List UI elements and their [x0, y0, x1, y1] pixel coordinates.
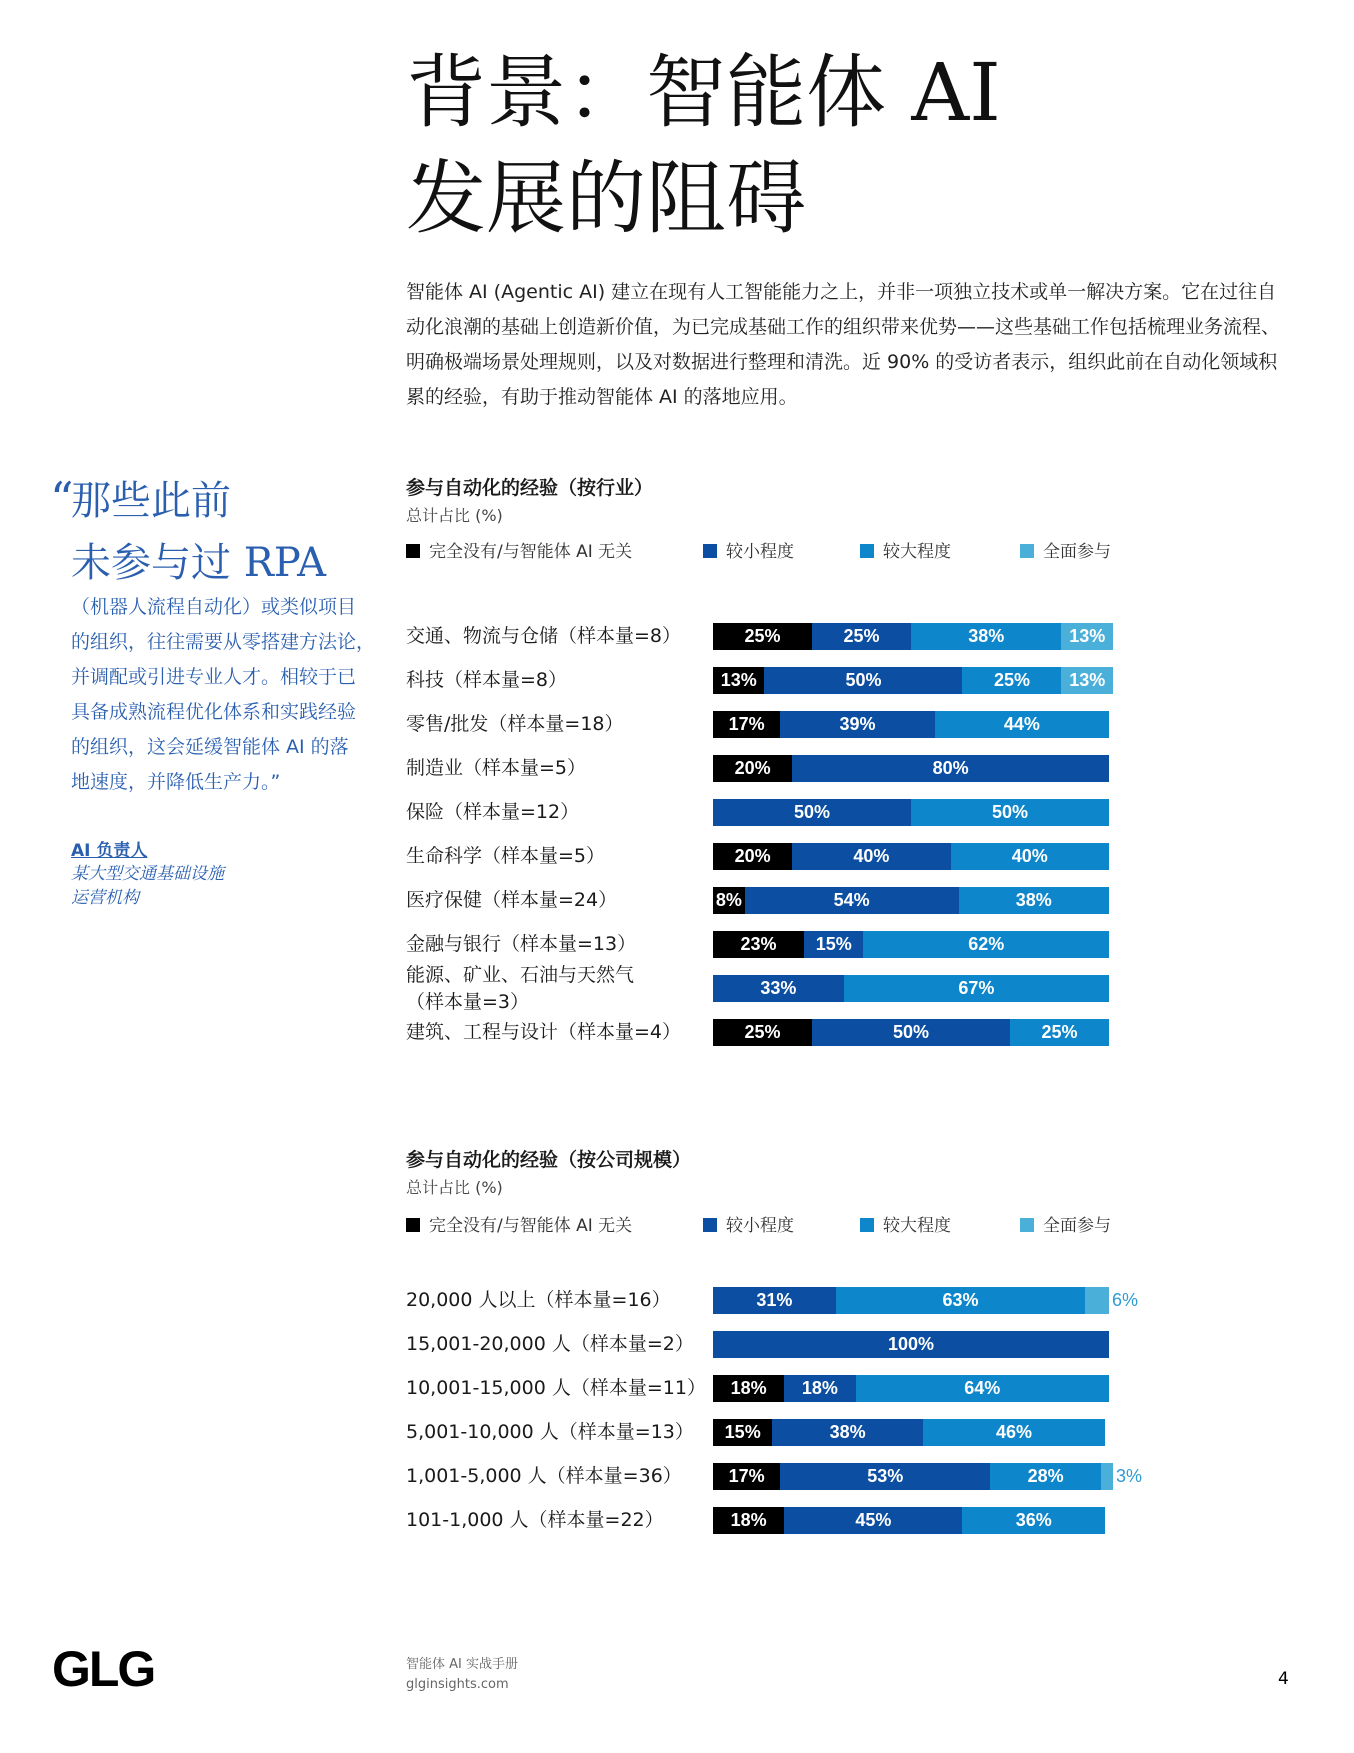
bar-segment: [1061, 623, 1112, 650]
stacked-bar: [713, 755, 1109, 782]
stacked-bar: [713, 1287, 1139, 1314]
bar-segment: [990, 1463, 1101, 1490]
stacked-bar: [713, 711, 1109, 738]
legend-swatch: [1020, 1218, 1034, 1232]
chart-row: [406, 1375, 1206, 1419]
chart-row: [406, 1507, 1206, 1551]
bar-data-label: 46%: [995, 1422, 1032, 1442]
bar-segment: [911, 799, 1109, 826]
stacked-bar: [713, 623, 1109, 650]
chart-size-title: 参与自动化的经验（按公司规模）: [406, 1149, 692, 1171]
chart-row: [406, 964, 1206, 1019]
bar-data-label: 39%: [839, 714, 876, 734]
pull-quote-body-line: （机器人流程自动化）或类似项目: [71, 596, 357, 618]
stacked-bar: [713, 799, 1109, 826]
bar-segment: [804, 931, 863, 958]
page-title-line-2: 发展的阻碍: [406, 152, 806, 245]
stacked-bar: [713, 887, 1109, 914]
stacked-bar: [713, 1419, 1109, 1446]
chart-row-label: 交通、物流与仓储（样本量=8）: [406, 625, 682, 647]
bar-segment: [792, 755, 1109, 782]
bar-segment: [713, 1375, 784, 1402]
bar-data-label: 63%: [942, 1290, 979, 1310]
bar-segment: [784, 1507, 962, 1534]
footer-site[interactable]: glginsights.com: [406, 1677, 509, 1692]
bar-data-label: 17%: [728, 1466, 765, 1486]
bar-data-label: 33%: [760, 978, 797, 998]
bar-data-label: 25%: [843, 626, 880, 646]
legend-item: [1020, 1211, 1111, 1236]
bar-segment: [935, 711, 1109, 738]
bar-segment: [812, 623, 911, 650]
bar-data-label: 18%: [730, 1510, 767, 1530]
legend-item: [406, 1211, 632, 1236]
bar-segment: [812, 1019, 1010, 1046]
bar-data-label: 53%: [867, 1466, 904, 1486]
chart-row-label: 5,001-10,000 人（样本量=13）: [406, 1421, 694, 1443]
bar-segment: [780, 711, 934, 738]
bar-segment: [780, 1463, 990, 1490]
page-title-line-1: 背景：智能体 AI: [406, 46, 1001, 139]
legend-swatch: [703, 544, 717, 558]
bar-data-label-outside: 6%: [1112, 1290, 1139, 1310]
bar-data-label: 54%: [833, 890, 870, 910]
stacked-bar: [713, 1463, 1142, 1490]
chart-row-label: 能源、矿业、石油与天然气 （样本量=3）: [406, 964, 635, 1013]
bar-data-label: 100%: [887, 1334, 935, 1354]
chart-industry-title: 参与自动化的经验（按行业）: [406, 477, 654, 499]
chart-row: [406, 799, 1206, 843]
page-number: 4: [1278, 1669, 1289, 1689]
legend-swatch: [406, 544, 420, 558]
pull-quote-body-line: 的组织，这会延缓智能体 AI 的落: [71, 736, 349, 758]
bar-segment: [745, 887, 959, 914]
pull-quote-body: [71, 590, 376, 800]
stacked-bar: [713, 975, 1109, 1002]
quote-mark: “: [50, 472, 74, 526]
bar-segment: [792, 843, 950, 870]
bar-data-label: 64%: [964, 1378, 1001, 1398]
legend-item: [1020, 537, 1111, 562]
chart-row-label: 建筑、工程与设计（样本量=4）: [406, 1021, 682, 1043]
legend-label: 较小程度: [726, 1216, 794, 1236]
stacked-bar: [713, 1331, 1109, 1358]
bar-data-label: 20%: [734, 758, 771, 778]
chart-row: [406, 1287, 1206, 1331]
legend-label: 较小程度: [726, 542, 794, 562]
glg-logo: GLG: [52, 1641, 155, 1697]
chart-row-label: 零售/批发（样本量=18）: [406, 713, 624, 735]
bar-data-label: 38%: [968, 626, 1005, 646]
bar-segment: [713, 799, 911, 826]
intro-paragraph: 智能体 AI (Agentic AI) 建立在现有人工智能能力之上，并非一项独立技术或单一解决方案。它在过往自动化浪潮的基础上创造新价值，为已完成基础工作的组织带来优势——这些基础工作包括梳理业务流程、明确极端场景处理规则，以及对数据进行整理和清洗。近 90% 的受访者表示，组织此前在自动化领域积累的经验，有助于推动智能体 AI 的落地应用。: [406, 281, 1281, 408]
chart-company-size: [406, 1287, 1206, 1577]
bar-segment: [962, 1507, 1105, 1534]
bar-data-label: 8%: [715, 890, 742, 910]
bar-data-label: 38%: [1015, 890, 1052, 910]
bar-data-label: 45%: [855, 1510, 892, 1530]
bar-segment: [1085, 1287, 1109, 1314]
bar-segment: [713, 843, 792, 870]
stacked-bar: [713, 1375, 1109, 1402]
footer-doc-title: 智能体 AI 实战手册: [406, 1657, 518, 1672]
chart-row-label: 生命科学（样本量=5）: [406, 845, 606, 867]
legend-swatch: [860, 1218, 874, 1232]
bar-segment: [1101, 1463, 1113, 1490]
legend-item: [860, 1211, 951, 1236]
chart-row-label: 制造业（样本量=5）: [406, 757, 587, 779]
chart-industry-subtitle: 总计占比 (%): [406, 506, 503, 525]
bar-data-label: 50%: [892, 1022, 930, 1042]
legend-item: [860, 537, 951, 562]
bar-segment: [863, 931, 1109, 958]
bar-segment: [713, 623, 812, 650]
chart-row-label: 20,000 人以上（样本量=16）: [406, 1289, 671, 1311]
stacked-bar: [713, 1019, 1109, 1046]
chart-row-label: 科技（样本量=8）: [406, 669, 568, 691]
chart-row: [406, 755, 1206, 799]
bar-segment: [713, 711, 780, 738]
chart-size-subtitle: 总计占比 (%): [406, 1178, 503, 1197]
bar-segment: [713, 1419, 772, 1446]
bar-segment: [1010, 1019, 1109, 1046]
stacked-bar: [713, 667, 1109, 694]
quote-attribution-name[interactable]: AI 负责人: [71, 841, 148, 861]
chart-row-label: 医疗保健（样本量=24）: [406, 889, 618, 911]
legend-swatch: [860, 544, 874, 558]
pull-quote-headline: [71, 470, 371, 594]
chart-row: [406, 667, 1206, 711]
chart-row: [406, 1331, 1206, 1375]
pull-quote-body-line: 地速度，并降低生产力。”: [71, 771, 281, 793]
bar-data-label: 20%: [734, 846, 771, 866]
chart-industry: [406, 623, 1206, 1103]
legend-swatch: [1020, 544, 1034, 558]
stacked-bar: [713, 931, 1109, 958]
chart-row: [406, 887, 1206, 931]
pull-quote-line: 那些此前: [71, 478, 231, 524]
legend-label: 较大程度: [883, 542, 951, 562]
bar-segment: [784, 1375, 855, 1402]
quote-attribution-org-line: 运营机构: [71, 888, 139, 908]
chart-row: [406, 623, 1206, 667]
bar-data-label: 18%: [730, 1378, 767, 1398]
bar-segment: [713, 887, 745, 914]
bar-data-label: 40%: [853, 846, 890, 866]
chart-industry-legend: [406, 537, 1166, 562]
legend-swatch: [703, 1218, 717, 1232]
bar-data-label: 15%: [724, 1422, 761, 1442]
legend-label: 较大程度: [883, 1216, 951, 1236]
bar-data-label: 36%: [1015, 1510, 1052, 1530]
bar-segment: [911, 623, 1061, 650]
chart-row: [406, 1419, 1206, 1463]
bar-data-label: 50%: [793, 802, 831, 822]
bar-segment: [713, 1507, 784, 1534]
bar-data-label: 25%: [744, 626, 781, 646]
bar-data-label: 13%: [720, 670, 757, 690]
quote-attribution-org-line: 某大型交通基础设施: [71, 864, 224, 884]
bar-segment: [713, 667, 764, 694]
bar-data-label: 80%: [932, 758, 969, 778]
chart-size-legend: [406, 1211, 1166, 1236]
legend-item: [406, 537, 632, 562]
stacked-bar: [713, 843, 1109, 870]
bar-data-label: 25%: [993, 670, 1030, 690]
bar-data-label: 17%: [728, 714, 765, 734]
bar-data-label: 50%: [991, 802, 1029, 822]
legend-label: 完全没有/与智能体 AI 无关: [429, 1216, 633, 1236]
bar-segment: [764, 667, 962, 694]
bar-data-label: 23%: [740, 934, 777, 954]
bar-segment: [1061, 667, 1112, 694]
bar-data-label-outside: 3%: [1115, 1466, 1142, 1486]
bar-data-label: 28%: [1027, 1466, 1064, 1486]
chart-row: [406, 1019, 1206, 1063]
chart-row: [406, 843, 1206, 887]
chart-row-label: 金融与银行（样本量=13）: [406, 933, 637, 955]
bar-segment: [772, 1419, 922, 1446]
bar-segment: [923, 1419, 1105, 1446]
bar-data-label: 13%: [1069, 626, 1106, 646]
quote-attribution-org: [71, 862, 224, 910]
bar-data-label: 44%: [1003, 714, 1040, 734]
bar-data-label: 13%: [1069, 670, 1106, 690]
bar-segment: [951, 843, 1109, 870]
pull-quote-line: 未参与过 RPA: [71, 540, 326, 586]
legend-item: [703, 537, 794, 562]
pull-quote-body-line: 的组织，往往需要从零搭建方法论，: [71, 631, 376, 653]
chart-row: [406, 1463, 1206, 1507]
bar-segment: [713, 975, 844, 1002]
chart-row-label: 1,001-5,000 人（样本量=36）: [406, 1465, 682, 1487]
bar-data-label: 40%: [1011, 846, 1048, 866]
chart-row-label: 保险（样本量=12）: [406, 801, 580, 823]
bar-data-label: 15%: [815, 934, 852, 954]
bar-data-label: 31%: [756, 1290, 793, 1310]
legend-swatch: [406, 1218, 420, 1232]
legend-label: 完全没有/与智能体 AI 无关: [429, 542, 633, 562]
legend-label: 全面参与: [1043, 1216, 1111, 1236]
bar-data-label: 50%: [845, 670, 882, 690]
bar-segment: [713, 755, 792, 782]
bar-segment: [844, 975, 1109, 1002]
bar-data-label: 25%: [744, 1022, 781, 1042]
pull-quote-body-line: 并调配或引进专业人才。相较于已: [71, 666, 357, 688]
bar-data-label: 62%: [968, 934, 1005, 954]
legend-item: [703, 1211, 794, 1236]
chart-row-label: 15,001-20,000 人（样本量=2）: [406, 1333, 694, 1355]
bar-segment: [713, 1463, 780, 1490]
chart-row-label: 101-1,000 人（样本量=22）: [406, 1509, 664, 1531]
bar-segment: [959, 887, 1109, 914]
bar-data-label: 67%: [958, 978, 995, 998]
bar-data-label: 38%: [829, 1422, 866, 1442]
page-title: [406, 40, 1306, 252]
bar-segment: [713, 1287, 836, 1314]
bar-segment: [713, 931, 804, 958]
footer: [406, 1655, 518, 1695]
chart-row: [406, 711, 1206, 755]
bar-segment: [836, 1287, 1085, 1314]
bar-data-label: 18%: [801, 1378, 838, 1398]
legend-label: 全面参与: [1043, 542, 1111, 562]
bar-segment: [713, 1019, 812, 1046]
bar-segment: [856, 1375, 1109, 1402]
pull-quote-body-line: 具备成熟流程优化体系和实践经验: [71, 701, 357, 723]
bar-data-label: 25%: [1041, 1022, 1078, 1042]
stacked-bar: [713, 1507, 1109, 1534]
chart-row-label: 10,001-15,000 人（样本量=11）: [406, 1377, 706, 1399]
bar-segment: [962, 667, 1061, 694]
bar-segment: [713, 1331, 1109, 1358]
